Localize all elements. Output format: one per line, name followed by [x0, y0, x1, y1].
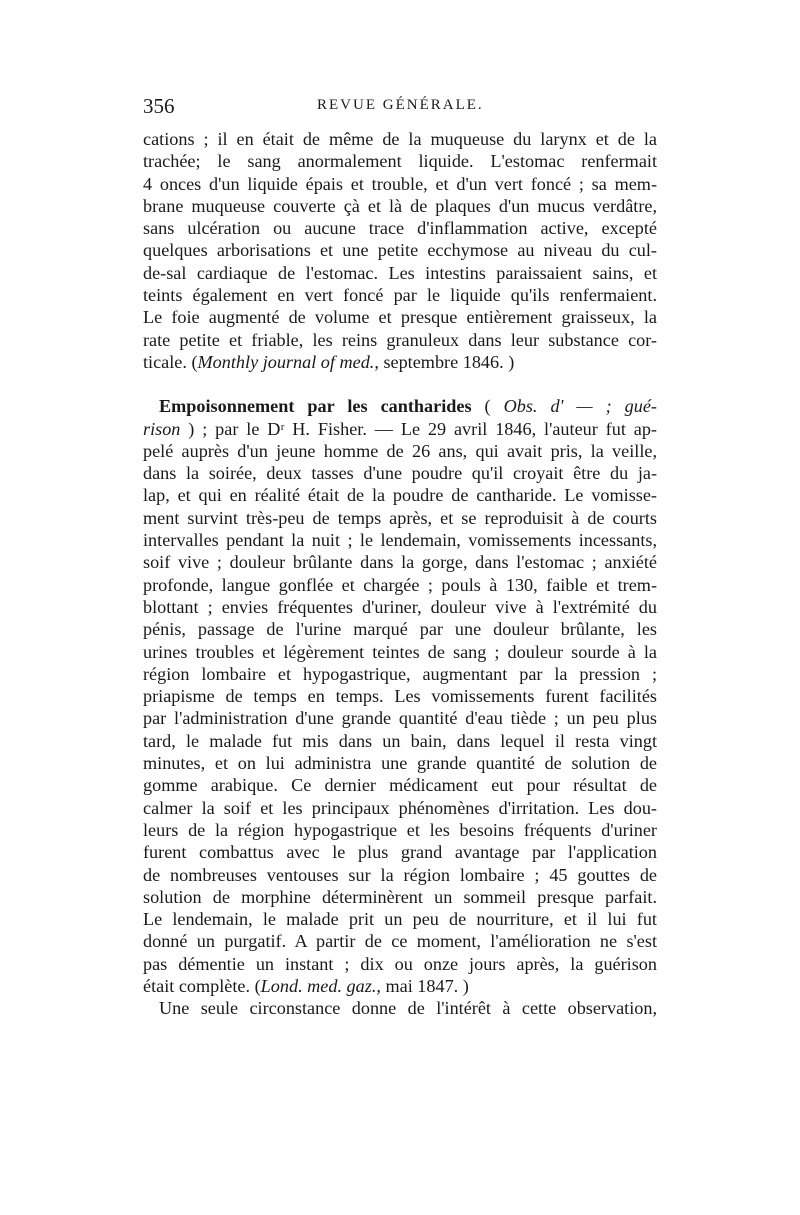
text-line: brane muqueuse couverte çà et là de plaques d'un mucus verdâtre,	[143, 195, 657, 216]
running-title: REVUE GÉNÉRALE.	[317, 97, 484, 113]
text-line: teints également en vert foncé par le liquide qu'ils renfermaient.	[143, 285, 657, 306]
text-line: cations ; il en était de même de la muqueuse du larynx et de la	[143, 129, 657, 149]
text-line: Une seule circonstance donne de l'intérêt à cette observation,	[159, 998, 657, 1019]
bleed-through-text	[150, 1037, 650, 1052]
text-run: rison	[143, 418, 181, 439]
text-line: dans la soirée, deux tasses d'une poudre qu'il croyait être du ja-	[143, 463, 657, 484]
text-line: priapisme de temps en temps. Les vomissements furent facilités	[143, 686, 657, 707]
text-line: calmer la soif et les principaux phénomènes d'irritation. Les dou-	[143, 797, 657, 818]
section-heading: Empoisonnement par les cantharides	[159, 396, 472, 417]
article-body	[143, 128, 657, 1020]
page-header	[143, 94, 663, 124]
source-citation: Monthly journal of med.	[197, 351, 375, 372]
text-run: (	[471, 396, 504, 417]
text-line: région lombaire et hypogastrique, augmentant par la pression ;	[143, 663, 657, 684]
page-number: 356	[143, 94, 175, 118]
text-line: furent combattus avec le plus grand avantage par l'application	[143, 842, 657, 863]
text-line: de-sal cardiaque de l'estomac. Les intestins paraissaient sains, et	[143, 262, 657, 283]
text-line: minutes, et on lui administra une grande quantité de solution de	[143, 753, 657, 774]
text-run: , septembre 1846. )	[374, 351, 515, 372]
observation-label: Obs. d' — ; gué-	[503, 396, 657, 417]
text-line: blottant ; envies fréquentes d'uriner, douleur vive à l'extrémité du	[143, 596, 657, 617]
text-line	[143, 351, 657, 373]
paragraph-cantharides	[143, 395, 657, 997]
text-line: trachée; le sang anormalement liquide. L'estomac renfermait	[143, 151, 657, 172]
paragraph-autopsy	[143, 128, 657, 373]
text-line: pelé auprès d'un jeune homme de 26 ans, qui avait pris, la veille,	[143, 440, 657, 461]
text-line: par l'administration d'une grande quantité d'eau tiède ; un peu plus	[143, 708, 657, 729]
source-citation: Lond. med. gaz.	[260, 975, 377, 996]
paragraph-gap	[143, 373, 657, 395]
text-line: leurs de la région hypogastrique et les besoins fréquents d'uriner	[143, 819, 657, 840]
text-line: donné un purgatif. A partir de ce moment, l'amélioration ne s'est	[143, 931, 657, 952]
text-line	[143, 975, 657, 997]
text-line: ment survint très-peu de temps après, et se reproduisit à de courts	[143, 507, 657, 528]
text-line: Le foie augmenté de volume et presque entièrement graisseux, la	[143, 307, 657, 328]
text-line: lap, et qui en réalité était de la poudre de cantharide. Le vomisse-	[143, 485, 657, 506]
text-line: pas démentie un instant ; dix ou onze jours après, la guérison	[143, 953, 657, 974]
text-line: sans ulcération ou aucune trace d'inflammation active, excepté	[143, 218, 657, 239]
text-line: soif vive ; douleur brûlante dans la gorge, dans l'estomac ; anxiété	[143, 552, 657, 573]
text-line: 4 onces d'un liquide épais et trouble, et d'un vert foncé ; sa mem-	[143, 173, 657, 194]
text-line: solution de morphine déterminèrent un sommeil presque parfait.	[143, 886, 657, 907]
text-line: pénis, passage de l'urine marqué par une douleur brûlante, les	[143, 619, 657, 640]
text-run: ) ; par le Dʳ H. Fisher. — Le 29 avril 1846, l'auteur fut ap-	[180, 418, 657, 439]
text-line: urines troubles et légèrement teintes de sang ; douleur sourde à la	[143, 641, 657, 662]
text-line: profonde, langue gonflée et chargée ; pouls à 130, faible et trem-	[143, 574, 657, 595]
text-line	[143, 395, 657, 417]
text-line: quelques arborisations et une petite ecchymose au niveau du cul-	[143, 240, 657, 261]
paragraph-conclusion	[143, 997, 657, 1019]
text-line: tard, le malade fut mis dans un bain, dans lequel il resta vingt	[143, 730, 657, 751]
text-line: Le lendemain, le malade prit un peu de nourriture, et il lui fut	[143, 909, 657, 930]
text-line: de nombreuses ventouses sur la région lombaire ; 45 gouttes de	[143, 864, 657, 885]
text-line: intervalles pendant la nuit ; le lendemain, vomissements incessants,	[143, 530, 657, 551]
text-run: ticale. (	[143, 351, 198, 372]
text-run: était complète. (	[143, 975, 261, 996]
text-run: , mai 1847. )	[376, 975, 469, 996]
text-line: rate petite et friable, les reins granuleux dans leur substance cor-	[143, 329, 657, 350]
text-line	[143, 418, 657, 440]
text-line: gomme arabique. Ce dernier médicament eut pour résultat de	[143, 775, 657, 796]
